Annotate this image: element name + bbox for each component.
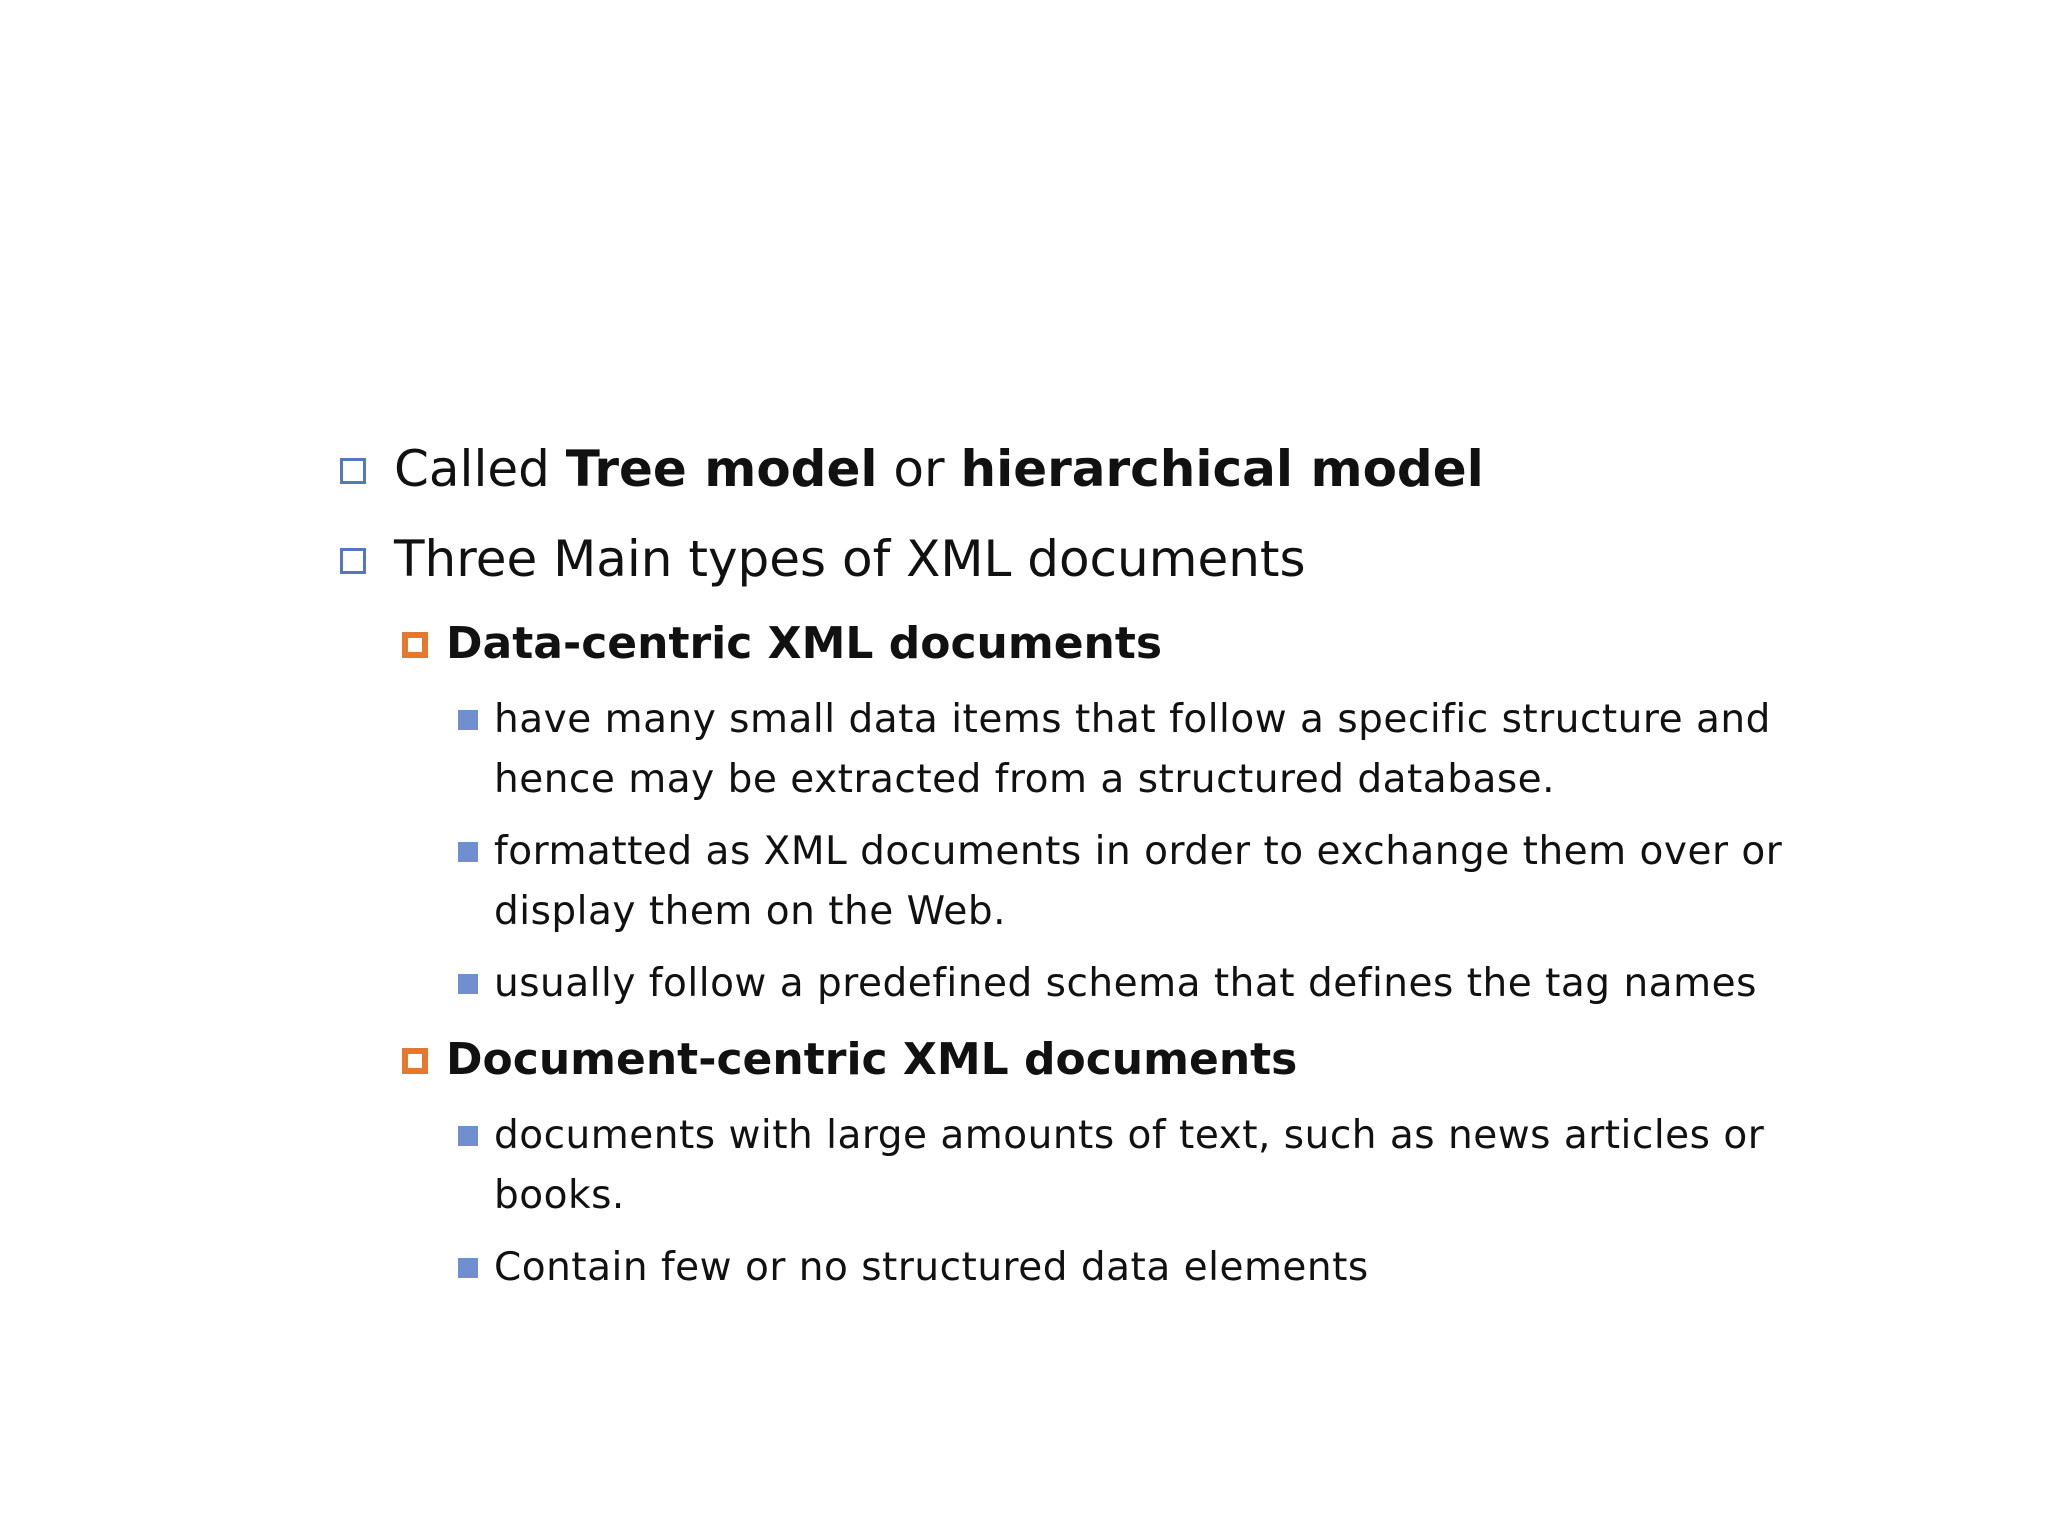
list-item-text: Contain few or no structured data elements	[494, 1245, 1369, 1290]
blue-square-bullet-icon	[458, 842, 478, 862]
blue-square-bullet-icon	[458, 710, 478, 730]
hollow-square-bullet-icon	[340, 458, 366, 484]
orange-square-bullet-icon	[402, 632, 428, 658]
list-item-text: formatted as XML documents in order to exchange them over or display them on the Web.	[494, 829, 1783, 934]
sub-bullet-document-centric	[402, 1028, 1820, 1092]
list-item-text: usually follow a predefined schema that defines the tag names	[494, 961, 1757, 1006]
hollow-square-bullet-icon	[340, 548, 366, 574]
sub-bullet-heading: Data-centric XML documents	[446, 618, 1163, 669]
blue-square-bullet-icon	[458, 974, 478, 994]
bullet-list	[340, 432, 1820, 1310]
blue-square-bullet-icon	[458, 1126, 478, 1146]
bullet-text	[394, 432, 1484, 506]
bullet-xml-types	[340, 522, 1820, 596]
bold-term-tree-model: Tree model	[565, 440, 878, 498]
bullet-tree-model	[340, 432, 1820, 506]
list-item	[458, 1238, 1820, 1298]
list-item-text: documents with large amounts of text, such as news articles or books.	[494, 1113, 1765, 1218]
sub-bullet-data-centric	[402, 612, 1820, 676]
bold-term-hierarchical-model: hierarchical model	[960, 440, 1484, 498]
list-item	[458, 954, 1820, 1014]
sub-bullet-heading: Document-centric XML documents	[446, 1034, 1298, 1085]
list-item-text: have many small data items that follow a specific structure and hence may be extracted from a structured database.	[494, 697, 1771, 802]
blue-square-bullet-icon	[458, 1258, 478, 1278]
bullet-text-part: or	[877, 440, 961, 498]
bullet-text: Three Main types of XML documents	[394, 530, 1306, 588]
bullet-text-part: Called	[394, 440, 566, 498]
list-item	[458, 822, 1820, 942]
list-item	[458, 1106, 1820, 1226]
list-item	[458, 690, 1820, 810]
orange-square-bullet-icon	[402, 1048, 428, 1074]
